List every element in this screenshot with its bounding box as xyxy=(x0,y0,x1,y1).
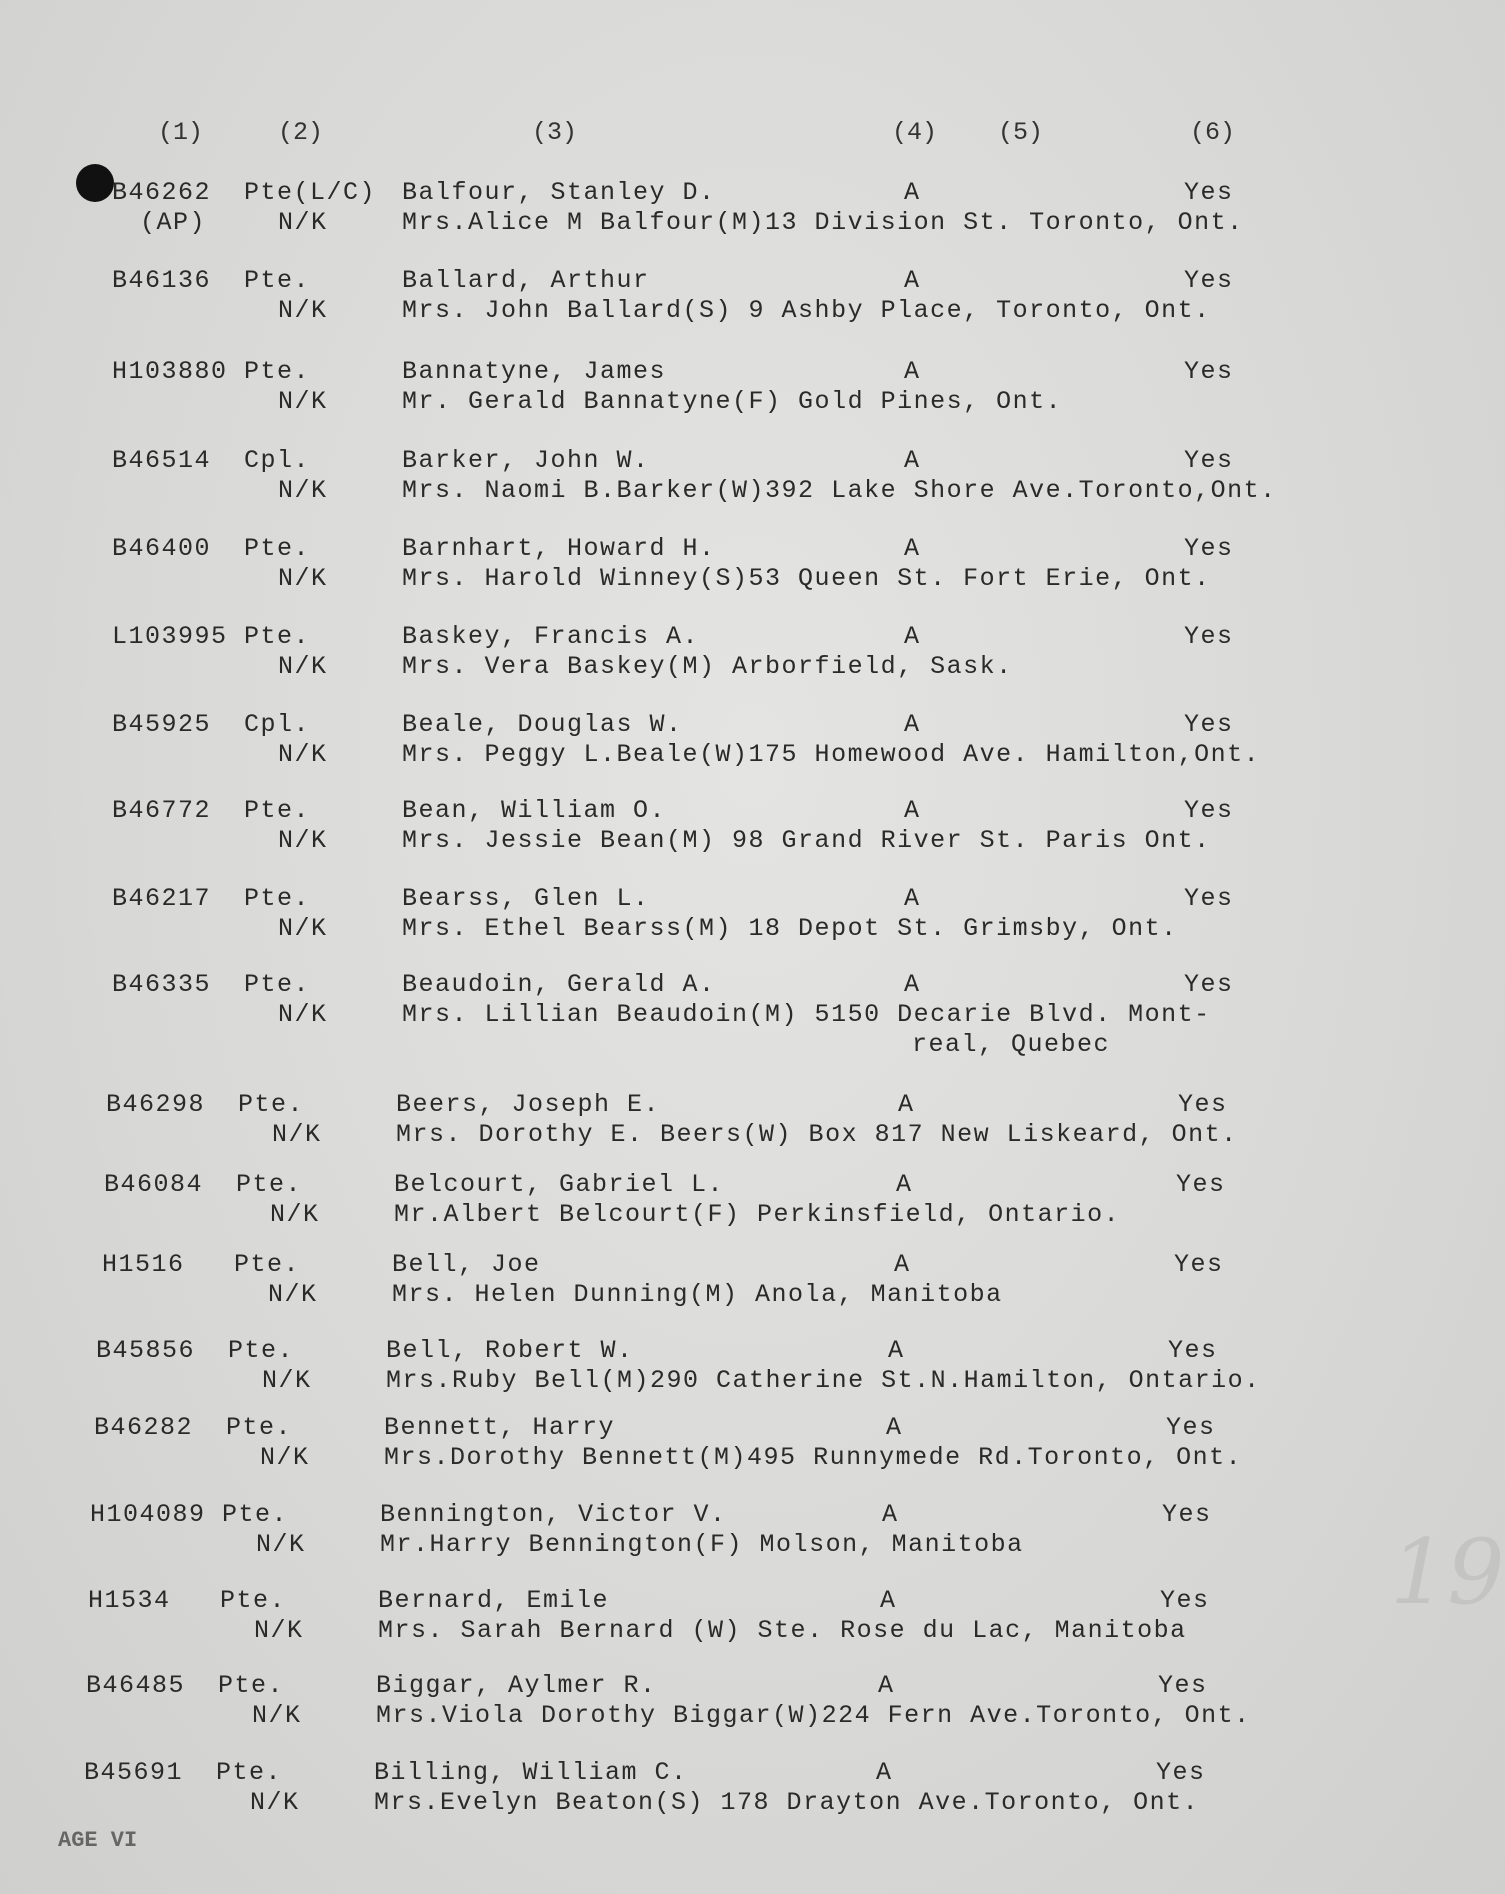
next-of-kin-label: N/K xyxy=(278,208,328,237)
soldier-name: Belcourt, Gabriel L. xyxy=(394,1170,725,1199)
rank: Pte. xyxy=(244,796,311,825)
rank: Pte(L/C) xyxy=(244,178,377,207)
soldier-name: Bennett, Harry xyxy=(384,1413,616,1442)
soldier-name: Beers, Joseph E. xyxy=(396,1090,661,1119)
next-of-kin-label: N/K xyxy=(270,1200,320,1229)
column-4-value: A xyxy=(904,357,921,386)
rank: Pte. xyxy=(244,266,311,295)
soldier-name: Bannatyne, James xyxy=(402,357,667,386)
column-4-value: A xyxy=(904,622,921,651)
rank: Pte. xyxy=(226,1413,293,1442)
serial-number: B45691 xyxy=(84,1758,184,1787)
rank: Pte. xyxy=(228,1336,295,1365)
serial-number: H1534 xyxy=(88,1586,171,1615)
col-header-5: (5) xyxy=(998,118,1044,147)
column-6-value: Yes xyxy=(1168,1336,1218,1365)
col-header-6: (6) xyxy=(1190,118,1236,147)
column-6-value: Yes xyxy=(1184,884,1234,913)
next-of-kin-label: N/K xyxy=(278,564,328,593)
rank: Pte. xyxy=(238,1090,305,1119)
rank: Pte. xyxy=(220,1586,287,1615)
next-of-kin-address: Mrs. Dorothy E. Beers(W) Box 817 New Liskeard, Ont. xyxy=(396,1120,1238,1149)
next-of-kin-address: Mrs.Alice M Balfour(M)13 Division St. Toronto, Ont. xyxy=(402,208,1244,237)
rank: Pte. xyxy=(244,970,311,999)
column-4-value: A xyxy=(882,1500,899,1529)
next-of-kin-label: N/K xyxy=(278,740,328,769)
next-of-kin-label: N/K xyxy=(254,1616,304,1645)
next-of-kin-address: Mrs.Dorothy Bennett(M)495 Runnymede Rd.Toronto, Ont. xyxy=(384,1443,1243,1472)
next-of-kin-address: Mr.Albert Belcourt(F) Perkinsfield, Ontario. xyxy=(394,1200,1121,1229)
column-4-value: A xyxy=(904,884,921,913)
next-of-kin-address: Mrs. Lillian Beaudoin(M) 5150 Decarie Blvd. Mont- xyxy=(402,1000,1211,1029)
serial-number: B46772 xyxy=(112,796,212,825)
soldier-name: Bell, Robert W. xyxy=(386,1336,634,1365)
serial-number: B46282 xyxy=(94,1413,194,1442)
column-6-value: Yes xyxy=(1184,970,1234,999)
column-4-value: A xyxy=(904,534,921,563)
margin-note: 19 xyxy=(1390,1520,1505,1625)
address-continued: real, Quebec xyxy=(912,1030,1111,1059)
rank: Pte. xyxy=(244,884,311,913)
column-4-value: A xyxy=(904,446,921,475)
col-header-3: (3) xyxy=(532,118,578,147)
column-6-value: Yes xyxy=(1166,1413,1216,1442)
serial-number: B46136 xyxy=(112,266,212,295)
next-of-kin-label: N/K xyxy=(260,1443,310,1472)
next-of-kin-address: Mrs. Vera Baskey(M) Arborfield, Sask. xyxy=(402,652,1013,681)
column-4-value: A xyxy=(904,178,921,207)
column-4-value: A xyxy=(876,1758,893,1787)
ink-blot xyxy=(76,164,114,202)
next-of-kin-label: N/K xyxy=(278,652,328,681)
next-of-kin-address: Mrs. Helen Dunning(M) Anola, Manitoba xyxy=(392,1280,1003,1309)
serial-number: B46217 xyxy=(112,884,212,913)
column-6-value: Yes xyxy=(1176,1170,1226,1199)
serial-suffix: (AP) xyxy=(140,208,207,237)
next-of-kin-address: Mrs.Ruby Bell(M)290 Catherine St.N.Hamilton, Ontario. xyxy=(386,1366,1261,1395)
column-6-value: Yes xyxy=(1184,796,1234,825)
next-of-kin-address: Mrs. Ethel Bearss(M) 18 Depot St. Grimsby, Ont. xyxy=(402,914,1178,943)
next-of-kin-address: Mrs. Peggy L.Beale(W)175 Homewood Ave. Hamilton,Ont. xyxy=(402,740,1261,769)
next-of-kin-label: N/K xyxy=(268,1280,318,1309)
soldier-name: Billing, William C. xyxy=(374,1758,688,1787)
serial-number: B46400 xyxy=(112,534,212,563)
soldier-name: Beale, Douglas W. xyxy=(402,710,683,739)
column-4-value: A xyxy=(904,266,921,295)
column-6-value: Yes xyxy=(1184,622,1234,651)
rank: Pte. xyxy=(244,534,311,563)
next-of-kin-label: N/K xyxy=(278,296,328,325)
soldier-name: Bell, Joe xyxy=(392,1250,541,1279)
next-of-kin-label: N/K xyxy=(278,826,328,855)
column-6-value: Yes xyxy=(1184,534,1234,563)
soldier-name: Beaudoin, Gerald A. xyxy=(402,970,716,999)
column-4-value: A xyxy=(896,1170,913,1199)
next-of-kin-address: Mr.Harry Bennington(F) Molson, Manitoba xyxy=(380,1530,1024,1559)
soldier-name: Ballard, Arthur xyxy=(402,266,650,295)
next-of-kin-label: N/K xyxy=(278,476,328,505)
next-of-kin-address: Mrs. Jessie Bean(M) 98 Grand River St. Paris Ont. xyxy=(402,826,1211,855)
serial-number: B46262 xyxy=(112,178,212,207)
soldier-name: Bennington, Victor V. xyxy=(380,1500,727,1529)
col-header-2: (2) xyxy=(278,118,324,147)
serial-number: B45856 xyxy=(96,1336,196,1365)
column-6-value: Yes xyxy=(1184,446,1234,475)
column-4-value: A xyxy=(904,710,921,739)
column-6-value: Yes xyxy=(1162,1500,1212,1529)
rank: Pte. xyxy=(234,1250,301,1279)
next-of-kin-label: N/K xyxy=(250,1788,300,1817)
column-4-value: A xyxy=(880,1586,897,1615)
serial-number: B46298 xyxy=(106,1090,206,1119)
next-of-kin-label: N/K xyxy=(272,1120,322,1149)
serial-number: B46335 xyxy=(112,970,212,999)
soldier-name: Barker, John W. xyxy=(402,446,650,475)
column-4-value: A xyxy=(894,1250,911,1279)
next-of-kin-address: Mrs. Naomi B.Barker(W)392 Lake Shore Ave.Toronto,Ont. xyxy=(402,476,1277,505)
next-of-kin-label: N/K xyxy=(278,914,328,943)
soldier-name: Bernard, Emile xyxy=(378,1586,610,1615)
rank: Pte. xyxy=(218,1671,285,1700)
page-footer: AGE VI xyxy=(58,1828,138,1853)
soldier-name: Baskey, Francis A. xyxy=(402,622,700,651)
rank: Pte. xyxy=(244,622,311,651)
soldier-name: Balfour, Stanley D. xyxy=(402,178,716,207)
next-of-kin-address: Mrs. John Ballard(S) 9 Ashby Place, Toronto, Ont. xyxy=(402,296,1211,325)
next-of-kin-address: Mr. Gerald Bannatyne(F) Gold Pines, Ont. xyxy=(402,387,1063,416)
column-4-value: A xyxy=(904,970,921,999)
next-of-kin-address: Mrs. Sarah Bernard (W) Ste. Rose du Lac, Manitoba xyxy=(378,1616,1187,1645)
next-of-kin-label: N/K xyxy=(262,1366,312,1395)
next-of-kin-address: Mrs.Viola Dorothy Biggar(W)224 Fern Ave.Toronto, Ont. xyxy=(376,1701,1251,1730)
rank: Cpl. xyxy=(244,446,311,475)
next-of-kin-label: N/K xyxy=(256,1530,306,1559)
serial-number: H103880 xyxy=(112,357,228,386)
column-6-value: Yes xyxy=(1184,357,1234,386)
column-4-value: A xyxy=(878,1671,895,1700)
column-6-value: Yes xyxy=(1184,710,1234,739)
serial-number: H1516 xyxy=(102,1250,185,1279)
column-4-value: A xyxy=(886,1413,903,1442)
rank: Pte. xyxy=(222,1500,289,1529)
column-4-value: A xyxy=(898,1090,915,1119)
serial-number: B46514 xyxy=(112,446,212,475)
column-6-value: Yes xyxy=(1174,1250,1224,1279)
next-of-kin-address: Mrs. Harold Winney(S)53 Queen St. Fort Erie, Ont. xyxy=(402,564,1211,593)
rank: Pte. xyxy=(236,1170,303,1199)
soldier-name: Biggar, Aylmer R. xyxy=(376,1671,657,1700)
next-of-kin-address: Mrs.Evelyn Beaton(S) 178 Drayton Ave.Toronto, Ont. xyxy=(374,1788,1200,1817)
column-4-value: A xyxy=(888,1336,905,1365)
column-6-value: Yes xyxy=(1160,1586,1210,1615)
serial-number: B46485 xyxy=(86,1671,186,1700)
column-6-value: Yes xyxy=(1184,266,1234,295)
soldier-name: Bearss, Glen L. xyxy=(402,884,650,913)
column-6-value: Yes xyxy=(1178,1090,1228,1119)
serial-number: B46084 xyxy=(104,1170,204,1199)
rank: Pte. xyxy=(244,357,311,386)
column-4-value: A xyxy=(904,796,921,825)
next-of-kin-label: N/K xyxy=(278,387,328,416)
next-of-kin-label: N/K xyxy=(252,1701,302,1730)
rank: Pte. xyxy=(216,1758,283,1787)
column-6-value: Yes xyxy=(1184,178,1234,207)
soldier-name: Bean, William O. xyxy=(402,796,667,825)
col-header-1: (1) xyxy=(158,118,204,147)
column-6-value: Yes xyxy=(1156,1758,1206,1787)
serial-number: L103995 xyxy=(112,622,228,651)
col-header-4: (4) xyxy=(892,118,938,147)
column-6-value: Yes xyxy=(1158,1671,1208,1700)
serial-number: H104089 xyxy=(90,1500,206,1529)
rank: Cpl. xyxy=(244,710,311,739)
next-of-kin-label: N/K xyxy=(278,1000,328,1029)
soldier-name: Barnhart, Howard H. xyxy=(402,534,716,563)
serial-number: B45925 xyxy=(112,710,212,739)
